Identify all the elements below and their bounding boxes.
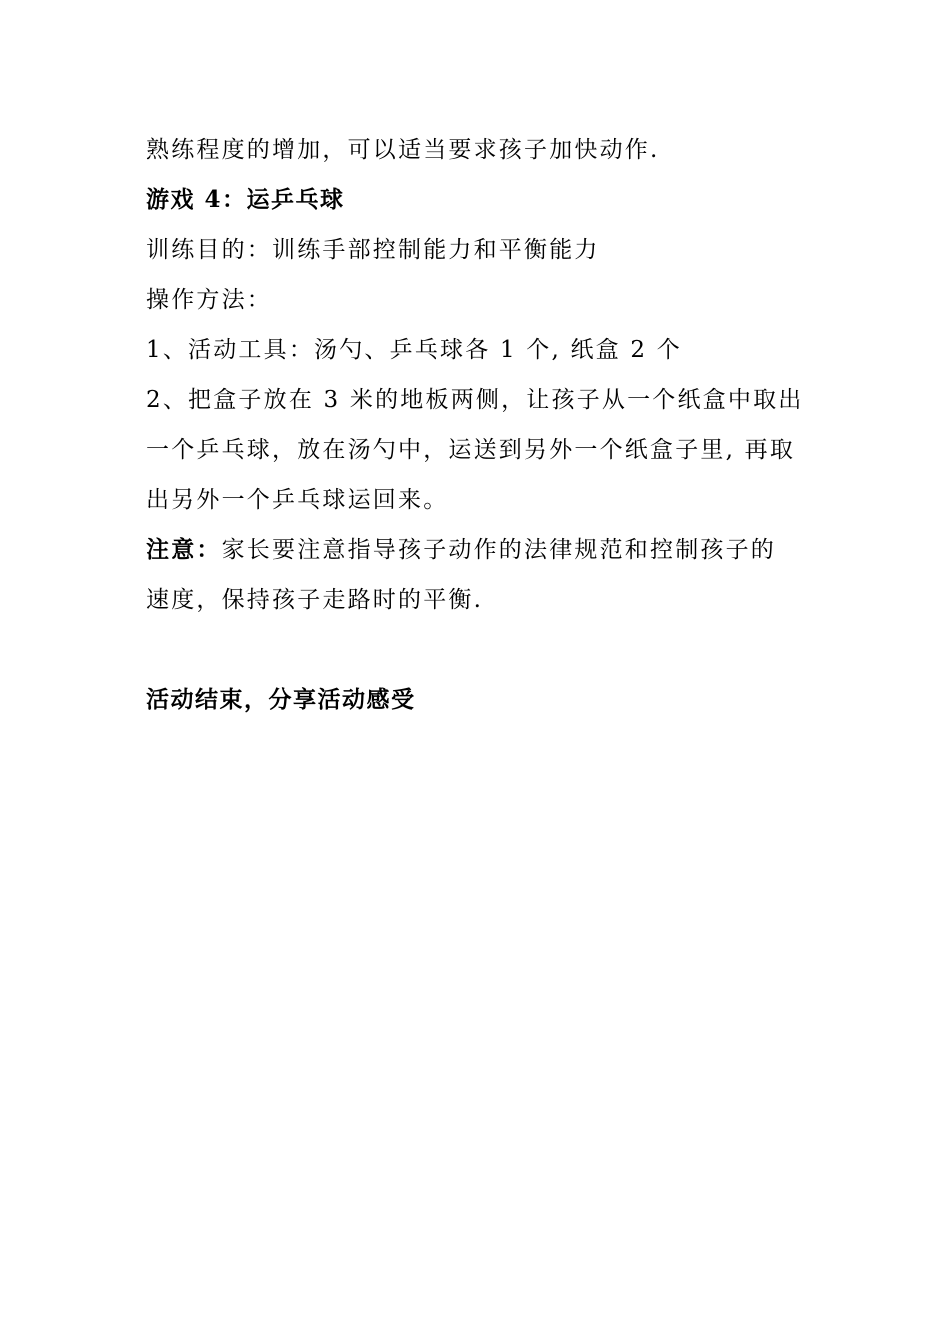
step-2-line-1: 2、把盒子放在 3 米的地板两侧，让孩子从一个纸盒中取出 — [146, 387, 804, 413]
note-label: 注意： — [146, 536, 222, 563]
paragraph-line: 熟练程度的增加，可以适当要求孩子加快动作. — [146, 137, 660, 163]
step-1: 1、活动工具：汤勺、乒乓球各 1 个, 纸盒 2 个 — [146, 337, 682, 363]
method-label: 操作方法： — [146, 287, 272, 313]
game4-heading: 游戏 4：运乒乓球 — [146, 186, 345, 213]
note-text: 家长要注意指导孩子动作的法律规范和控制孩子的 — [221, 537, 777, 563]
step-2-line-2: 一个乒乓球，放在汤勺中，运送到另外一个纸盒子里, 再取 — [146, 437, 796, 463]
closing-heading: 活动结束，分享活动感受 — [146, 686, 416, 713]
training-purpose: 训练目的：训练手部控制能力和平衡能力 — [146, 237, 600, 263]
note-line-2: 速度，保持孩子走路时的平衡. — [146, 587, 484, 613]
step-2-line-3: 出另外一个乒乓球运回来。 — [146, 487, 449, 513]
note-line-1 — [146, 535, 826, 565]
